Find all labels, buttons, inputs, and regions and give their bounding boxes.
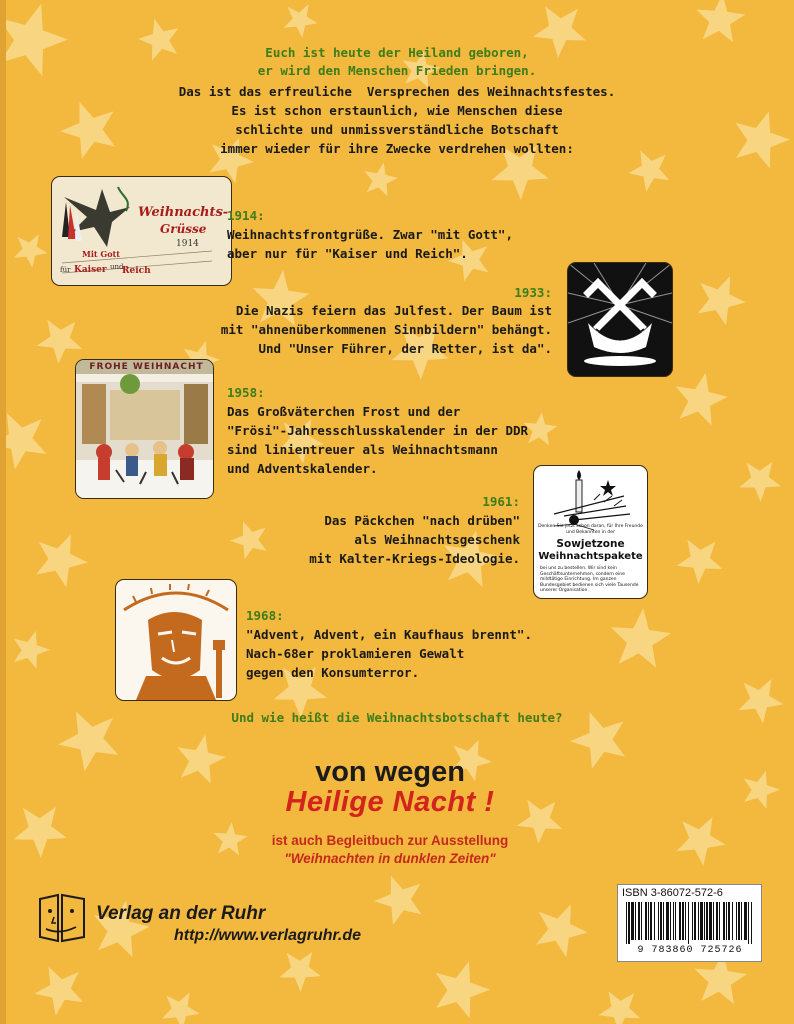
barcode-bar (719, 902, 720, 940)
postcard-title: Weihnachts- (138, 205, 229, 220)
barcode-bar (631, 902, 634, 940)
barcode-bar (673, 902, 674, 940)
barcode-icon (624, 902, 755, 944)
illustration-1958-image (75, 359, 214, 499)
barcode-bar (650, 902, 652, 940)
postcard-mit-gott: Mit Gott (82, 249, 120, 259)
advert-small-top: Denken Sie jetzt schon daran, für Ihre Freunde und Bekannten in der (538, 524, 643, 535)
star-shape (677, 540, 723, 584)
text-1968-line-2: Nach-68er proklamieren Gewalt (246, 646, 465, 661)
star-shape (279, 952, 321, 992)
barcode-bar (728, 902, 730, 940)
barcode-bar (675, 902, 676, 940)
star-shape (0, 413, 47, 470)
barcode-bar (660, 902, 662, 940)
barcode-bar (641, 902, 642, 940)
star-shape (58, 711, 118, 771)
year-1968: 1968: (246, 608, 284, 623)
barcode-bar (704, 902, 705, 940)
text-1968-line-3: gegen den Konsumterror. (246, 665, 420, 680)
barcode-bar (654, 902, 655, 940)
barcode-bar (666, 902, 669, 940)
barcode-bar (694, 902, 696, 940)
barcode-bar (670, 902, 671, 940)
text-1933-line-3: Und "Unser Führer, der Retter, ist da". (258, 341, 552, 356)
barcode-bar (709, 902, 712, 940)
barcode-bar (648, 902, 649, 940)
text-1961-line-3: mit Kalter-Kriegs-Ideologie. (309, 551, 520, 566)
barcode-bar (645, 902, 647, 940)
star-shape (34, 967, 83, 1016)
text-1933-line-2: mit "ahnenüberkommenen Sinnbildern" behängt. (220, 322, 552, 337)
isbn-label: ISBN 3-86072-572-6 (622, 887, 723, 899)
publisher-url: http://www.verlagruhr.de (174, 927, 361, 944)
text-1914-line-1: Weihnachtsfrontgrüße. Zwar "mit Gott", (227, 227, 513, 242)
star-shape (677, 817, 726, 866)
spine-edge (0, 0, 6, 1024)
star-shape (436, 961, 491, 1018)
star-shape (736, 111, 791, 168)
postcard-1914-image (51, 176, 232, 286)
year-1914: 1914: (227, 208, 265, 223)
star-shape (138, 19, 179, 61)
star-shape (374, 876, 422, 925)
star-shape (14, 631, 50, 669)
text-1958-line-2: "Frösi"-Jahresschlusskalender in der DDR (227, 423, 529, 438)
star-shape (177, 735, 225, 784)
barcode-bar (628, 902, 630, 944)
barcode-bar (716, 902, 718, 940)
ean-number: 9 783860 725726 (637, 945, 743, 956)
barcode-bar (692, 902, 693, 940)
text-1958-line-3: sind linientreuer als Weihnachtsmann (227, 442, 498, 457)
barcode-bar (685, 902, 686, 940)
star-shape (0, 4, 68, 76)
barcode-bar (738, 902, 740, 940)
star-shape (599, 991, 641, 1024)
barcode-bar (748, 902, 749, 944)
advert-1961-image (533, 465, 648, 599)
barcode-bar (663, 902, 664, 940)
year-1958: 1958: (227, 385, 265, 400)
intro-line-2: er wird den Menschen Frieden bringen. (257, 63, 537, 78)
barcode-bar (744, 902, 747, 940)
barcode-bar (688, 902, 689, 944)
barcode-bar (635, 902, 636, 940)
star-shape (14, 234, 48, 268)
star-shape (364, 162, 398, 196)
barcode-bar (626, 902, 627, 944)
postcard-kaiser: Kaiser (74, 265, 107, 275)
star-shape (162, 992, 200, 1024)
postcard-reich: Reich (122, 266, 151, 276)
postcard-fuer: für (60, 266, 71, 274)
barcode-bar (700, 902, 703, 940)
star-shape (14, 807, 67, 858)
barcode-box (617, 884, 762, 962)
star-shape (739, 462, 781, 502)
barcode-bar (706, 902, 708, 940)
publisher-logo-icon (36, 893, 94, 945)
star-shape (696, 0, 745, 43)
barcode-bar (658, 902, 659, 940)
barcode-bar (638, 902, 640, 940)
text-1958-line-1: Das Großväterchen Frost und der (227, 404, 461, 419)
intro-body-line-2: Es ist schon erstaunlich, wie Menschen diese (231, 103, 563, 118)
star-shape (738, 679, 783, 724)
poster-1968-image (115, 579, 237, 701)
advert-heading-2: Weihnachtspakete (538, 551, 643, 562)
book-title-line-1: von wegen (315, 756, 465, 788)
barcode-bar (723, 902, 725, 940)
barcode-bar (741, 902, 742, 940)
publisher-name: Verlag an der Ruhr (96, 903, 266, 924)
star-shape (611, 608, 672, 667)
barcode-bar (732, 902, 733, 940)
star-shape (536, 904, 588, 957)
barcode-bar (751, 902, 752, 944)
barcode-bar (679, 902, 681, 940)
star-shape (36, 534, 88, 587)
year-1933: 1933: (514, 285, 552, 300)
barcode-bar (726, 902, 727, 940)
subtitle-line-2: "Weihnachten in dunklen Zeiten" (284, 851, 496, 866)
subtitle-line-1: ist auch Begleitbuch zur Ausstellung (271, 833, 509, 848)
advert-small-bottom: bei uns zu bestellen. Wir sind kein Geschäftsunternehmen, sondern eine mildtätige Einrichtung. Im ganzen Bundesgebiet bedienen sich viele Tausende unserer Organisation. (540, 566, 639, 593)
star-shape (284, 4, 318, 38)
book-title-line-2: Heilige Nacht ! (285, 786, 495, 818)
star-shape (698, 276, 746, 325)
star-shape (37, 320, 82, 364)
text-1958-line-4: und Adventskalender. (227, 461, 378, 476)
intro-body-line-3: schlichte und unmissverständliche Botschaft (235, 122, 559, 137)
star-shape (744, 771, 780, 809)
closing-question: Und wie heißt die Weihnachtsbotschaft heute? (231, 710, 563, 725)
text-1961-line-2: als Weihnachtsgeschenk (354, 532, 520, 547)
postcard-title-2: Grüsse (160, 222, 207, 236)
text-1914-line-2: aber nur für "Kaiser und Reich". (227, 246, 468, 261)
text-1968-line-1: "Advent, Advent, ein Kaufhaus brennt". (246, 627, 532, 642)
text-1933-line-1: Die Nazis feiern das Julfest. Der Baum ist (235, 303, 552, 318)
star-shape (524, 412, 558, 445)
postcard-und: und (110, 263, 124, 271)
intro-body-line-1: Das ist das erfreuliche Versprechen des Weihnachtsfestes. (178, 84, 616, 99)
advert-heading-1: Sowjetzone (556, 538, 625, 550)
woodcut-1933-image (567, 262, 673, 377)
illustration-banner: FROHE WEIHNACHT (89, 362, 204, 372)
text-1961-line-1: Das Päckchen "nach drüben" (324, 513, 520, 528)
star-shape (676, 373, 728, 426)
barcode-bar (713, 902, 714, 940)
barcode-bar (698, 902, 699, 940)
year-1961: 1961: (482, 494, 520, 509)
star-shape (60, 102, 115, 159)
intro-body-line-4: immer wieder für ihre Zwecke verdrehen wollten: (220, 141, 574, 156)
barcode-bar (736, 902, 737, 940)
postcard-year: 1914 (176, 239, 199, 249)
intro-line-1: Euch ist heute der Heiland geboren, (265, 45, 529, 60)
barcode-bar (682, 902, 684, 940)
